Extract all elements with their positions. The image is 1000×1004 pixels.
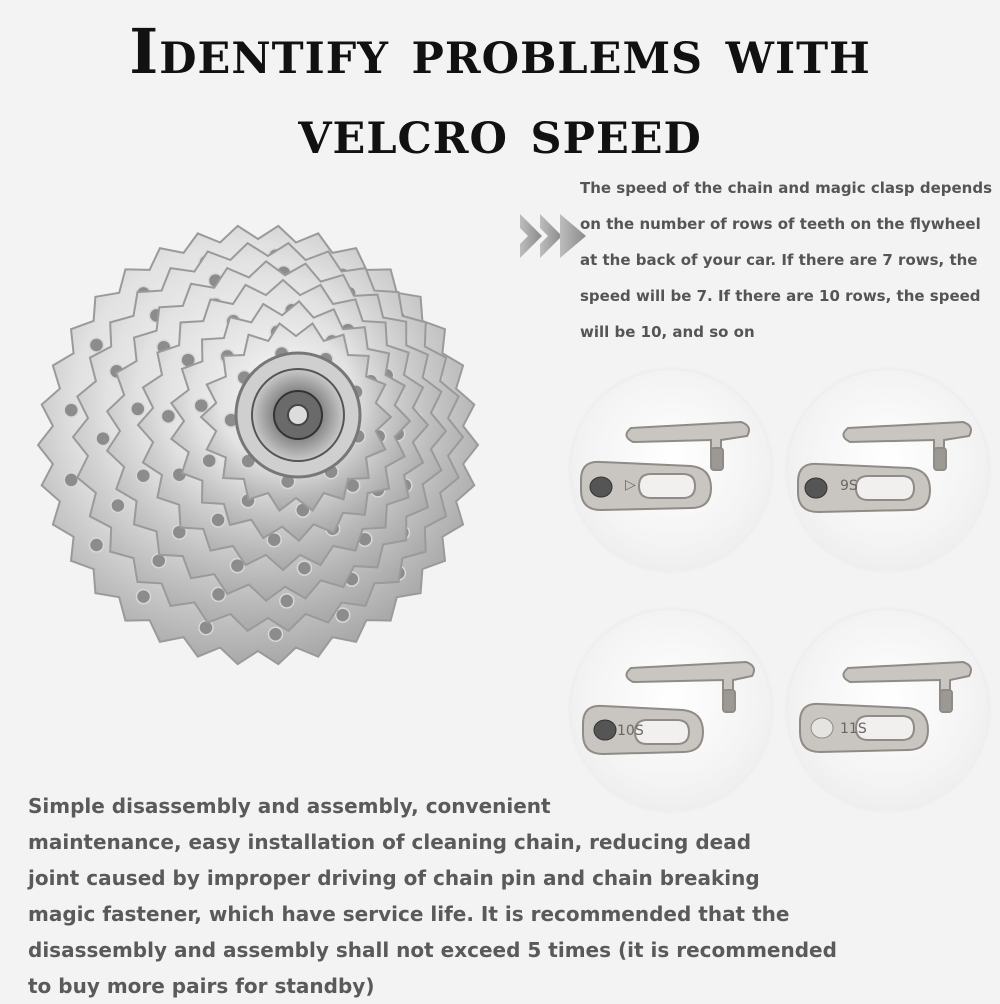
cog-hole	[211, 513, 225, 527]
cog-hole	[90, 538, 104, 552]
link-11s-image	[788, 610, 988, 810]
cog-hole	[269, 627, 283, 641]
body-line: Simple disassembly and assembly, convenient	[28, 794, 551, 818]
link-label: 11S	[840, 721, 867, 737]
link-10s-image	[571, 610, 771, 810]
cog-hole	[161, 409, 175, 423]
cog-hole	[111, 499, 125, 513]
body-line: maintenance, easy installation of cleaning chain, reducing dead	[28, 830, 752, 854]
speed-description	[580, 170, 995, 350]
cog-hole	[96, 432, 110, 446]
cog-hole	[131, 402, 145, 416]
axle	[288, 405, 308, 425]
cog-hole	[280, 594, 294, 608]
cog-hole	[194, 399, 208, 413]
cassette-image	[28, 195, 508, 675]
description-line: at the back of your car. If there are 7 rows, the	[580, 251, 978, 269]
description-line: on the number of rows of teeth on the flywheel	[580, 215, 981, 233]
cog-hole	[297, 561, 311, 575]
link-label: 10S	[617, 723, 644, 739]
cog-hole	[137, 590, 151, 604]
body-line: disassembly and assembly shall not exceed 5 times (it is recommended	[28, 938, 837, 962]
description-line: will be 10, and so on	[580, 323, 755, 341]
page-title-line-1: Identify problems with	[129, 15, 871, 88]
link-9s-image	[788, 370, 988, 570]
cog-hole	[90, 338, 104, 352]
cog-hole	[64, 473, 78, 487]
cog-hole	[336, 608, 350, 622]
maintenance-paragraph	[28, 788, 988, 1004]
cog-hole	[136, 469, 150, 483]
description-line: The speed of the chain and magic clasp depends	[580, 179, 993, 197]
body-line: to buy more pairs for standby)	[28, 974, 375, 998]
link-label: ▷	[625, 477, 636, 493]
description-line: speed will be 7. If there are 10 rows, the speed	[580, 287, 981, 305]
body-line: joint caused by improper driving of chain pin and chain breaking	[28, 866, 760, 890]
link-7s-image	[571, 370, 771, 570]
link-label: 9S	[840, 478, 858, 494]
page-title-line-2: velcro speed	[298, 95, 702, 168]
cog-hole	[64, 403, 78, 417]
body-line: magic fastener, which have service life. It is recommended that the	[28, 902, 790, 926]
cog-hole	[199, 621, 213, 635]
cog-hole	[202, 454, 216, 468]
